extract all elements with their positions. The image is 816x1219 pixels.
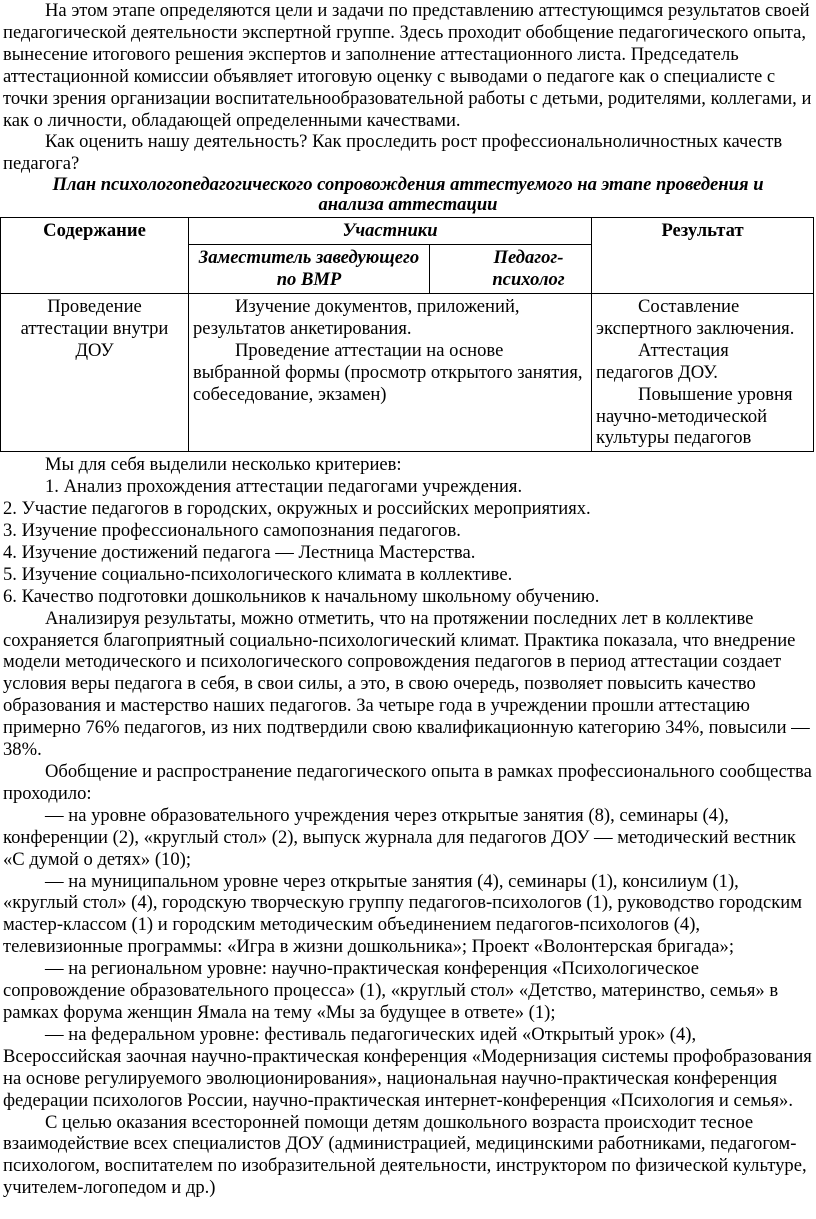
interaction-paragraph: С целью оказания всесторонней помощи детям дошкольного возраста происходит тесное взаимодействие всех специалистов ДОУ (администрацией, медицинскими работниками, педагогом-психологом, воспитателем по изобразительной деятельности, инструктором по физической культуре, учителем-логопедом и др.) xyxy=(3,1111,807,1199)
cell-content: Проведение аттестации внутри ДОУ xyxy=(1,293,189,451)
plan-title: План психологопедагогического сопровождения аттестуемого на этапе проведения и анализа аттестации xyxy=(52,174,764,216)
analysis-paragraph: Анализируя результаты, можно отметить, что на протяжении последних лет в коллективе сохраняется благоприятный социально-психологический климат. Практика показала, что внедрение модели методического и психологического сопровождения педагогов в период аттестации создает условия веры педагога в себя, в свои силы, а это, в свою очередь, позволяет повысить качество образования и мастерство наших педагогов. За четыре года в учреждении прошли аттестацию примерно 76% педагогов, из них подтвердили свою квалификационную категорию 34%, повысили — 38%. xyxy=(3,607,810,761)
institution-level-paragraph: — на уровне образовательного учреждения через открытые занятия (8), семинары (4), конференции (2), «круглый стол» (2), выпуск журнала для педагогов ДОУ — методический вестник «С думой о детях» (10); xyxy=(3,804,796,870)
criteria-intro: Мы для себя выделили несколько критериев: xyxy=(45,454,402,476)
intro-paragraph-2: Как оценить нашу деятельность? Как проследить рост профессиональноличностных качеств педагога? xyxy=(3,131,783,175)
federal-level-paragraph: — на федеральном уровне: фестиваль педагогических идей «Открытый урок» (4), Всероссийская заочная научно-практическая конференция «Модернизация системы профобразования на основе регулируемого эволюционирования», национальная научно-практическая конференция федерации психологов России, научно-практическая интернет-конференция «Психология и семья». xyxy=(3,1023,812,1111)
header-participants: Участники xyxy=(189,218,592,245)
participants-line-1: Изучение документов, приложений, результатов анкетирования. xyxy=(193,295,520,339)
criteria-item: 3. Изучение профессионального самопознания педагогов. xyxy=(3,520,461,542)
result-line-2: Аттестация педагогов ДОУ. xyxy=(596,339,729,383)
table-row xyxy=(1,293,814,451)
criteria-item: 5. Изучение социально-психологического климата в коллективе. xyxy=(3,563,513,585)
cell-participants xyxy=(189,293,592,451)
municipal-level-paragraph: — на муниципальном уровне через открытые занятия (4), семинары (1), консилиум (1), «круглый стол» (4), городскую творческую группу педагогов-психологов (1), руководство городским мастер-классом (1) и городским методическим объединением педагогов-психологов (4), телевизионные программы: «Игра в жизни дошкольника»; Проект «Волонтерская бригада»; xyxy=(3,870,802,958)
participants-line-2: Проведение аттестации на основе выбранной формы (просмотр открытого занятия, собеседование, экзамен) xyxy=(193,339,583,405)
criteria-item: 6. Качество подготовки дошкольников к начальному школьному обучению. xyxy=(3,585,600,607)
document-page xyxy=(3,0,813,1199)
regional-level-paragraph: — на региональном уровне: научно-практическая конференция «Психологическое сопровождение образовательного процесса» (1), «круглый стол» «Детство, материнство, семья» в рамках форума женщин Ямала на тему «Мы за будущее в ответе» (1); xyxy=(3,958,779,1023)
criteria-item: 4. Изучение достижений педагога — Лестница Мастерства. xyxy=(3,541,476,563)
header-content: Содержание xyxy=(1,218,189,294)
header-deputy: Заместитель заведующего по ВМР xyxy=(189,245,430,294)
cell-result xyxy=(592,293,814,451)
result-line-1: Составление экспертного заключения. xyxy=(596,295,795,339)
intro-paragraph-1: На этом этапе определяются цели и задачи по представлению аттестующимся результатов своей педагогической деятельности экспертной группе. Здесь проходит обобщение педагогического опыта, вынесение итогового решения экспертов и заполнение аттестационного листа. Председатель аттестационной комиссии объявляет итоговую оценку с выводами о педагоге как о специалисте с точки зрения организации воспитательнообразовательной работы с детьми, родителями, коллегами, и как о личности, обладающей определенными качествами. xyxy=(3,0,812,131)
header-psychologist: Педагог-психолог xyxy=(430,245,592,294)
result-line-3: Повышение уровня научно-методической культуры педагогов xyxy=(596,383,793,449)
criteria-item: 1. Анализ прохождения аттестации педагогами учреждения. xyxy=(45,476,523,498)
criteria-item: 2. Участие педагогов в городских, окружных и российских мероприятиях. xyxy=(3,498,591,520)
plan-table xyxy=(0,217,814,452)
generalization-paragraph: Обобщение и распространение педагогического опыта в рамках профессионального сообщества проходило: xyxy=(3,761,812,804)
table-header-row xyxy=(1,218,814,245)
header-result: Результат xyxy=(592,218,814,294)
